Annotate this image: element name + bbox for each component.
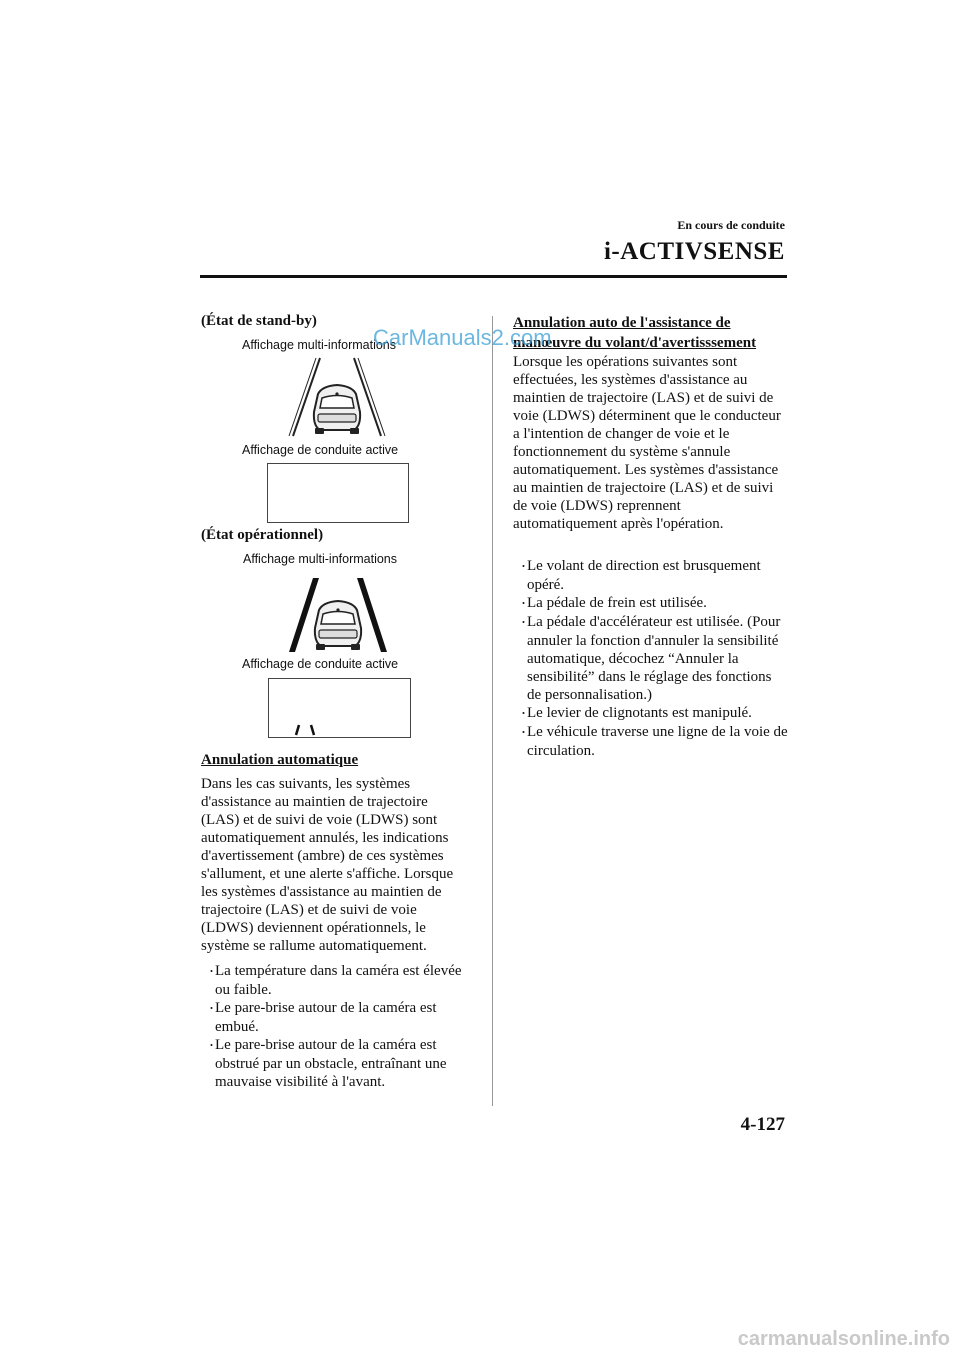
list-item: ・ Le volant de direction est brusquement opéré. [513, 557, 788, 594]
standby-active-driving-label: Affichage de conduite active [242, 443, 399, 457]
footer-watermark: carmanualsonline.info [737, 1328, 950, 1350]
operational-active-driving-display [268, 678, 411, 738]
operational-active-driving-label: Affichage de conduite active [242, 657, 399, 671]
header-rule [200, 275, 787, 278]
steering-cancel-paragraph: Lorsque les opérations suivantes sont effectuées, les systèmes d'assistance au maintien de trajectoire (LAS) et de suivi de voie (LDWS) déterminent que le conducteur a l'intention de changer de voie et le fonctionnement du système s'annule automatiquement. Les systèmes d'assistance au maintien de trajectoire (LAS) et de suivi de voie (LDWS) reprennent automatiquement après l'opération. [513, 354, 781, 532]
lane-marks-icon [269, 679, 410, 737]
list-item: ・ Le véhicule traverse une ligne de la voie de circulation. [513, 723, 788, 760]
column-divider [492, 316, 493, 1106]
standby-multi-info-label: Affichage multi-informations [242, 338, 397, 352]
car-icon [314, 385, 360, 434]
watermark: CarManuals2.com [373, 325, 552, 350]
list-item: ・ La pédale de frein est utilisée. [513, 594, 788, 613]
list-item: ・ La température dans la caméra est élevée ou faible. [201, 962, 469, 999]
lane-line-right [357, 578, 387, 652]
section-name: En cours de conduite [677, 218, 785, 232]
chapter-title: i-ACTIVSENSE [603, 238, 785, 265]
lane-line-left [289, 578, 319, 652]
operational-car-illustration [283, 566, 393, 656]
list-item: ・ Le pare-brise autour de la caméra est embué. [201, 999, 469, 1036]
steering-cancel-title: Annulation auto de l'assistance de manœuvre du volant/d'avertisssement [513, 315, 757, 351]
standby-heading: (État de stand-by) [201, 313, 317, 329]
auto-cancel-title: Annulation automatique [201, 752, 359, 768]
list-item: ・ La pédale d'accélérateur est utilisée. (Pour annuler la fonction d'annuler la sensibilité automatique, décochez “Annuler la sensibilité” dans le réglage des fonctions de personnalisation.) [513, 613, 788, 704]
operational-multi-info-label: Affichage multi-informations [243, 552, 398, 566]
list-item: ・ Le pare-brise autour de la caméra est obstrué par un obstacle, entraînant une mauvaise visibilité à l'avant. [201, 1036, 469, 1091]
auto-cancel-bullet-list [201, 962, 469, 1091]
page-number: 4-127 [740, 1114, 785, 1135]
standby-car-illustration [282, 350, 392, 440]
standby-active-driving-display [267, 463, 409, 523]
auto-cancel-paragraph: Dans les cas suivants, les systèmes d'assistance au maintien de trajectoire (LAS) et de suivi de voie (LDWS) sont automatiquement annulés, les indications d'avertissement (ambre) de ces systèmes s'allument, et une alerte s'affiche. Lorsque les systèmes d'assistance au maintien de trajectoire (LAS) et de suivi de voie (LDWS) deviennent opérationnels, le système se rallume automatiquement. [201, 776, 454, 954]
car-icon [315, 601, 361, 650]
list-item: ・ Le levier de clignotants est manipulé. [513, 704, 788, 723]
operational-heading: (État opérationnel) [201, 527, 324, 543]
steering-cancel-bullet-list [513, 557, 788, 760]
